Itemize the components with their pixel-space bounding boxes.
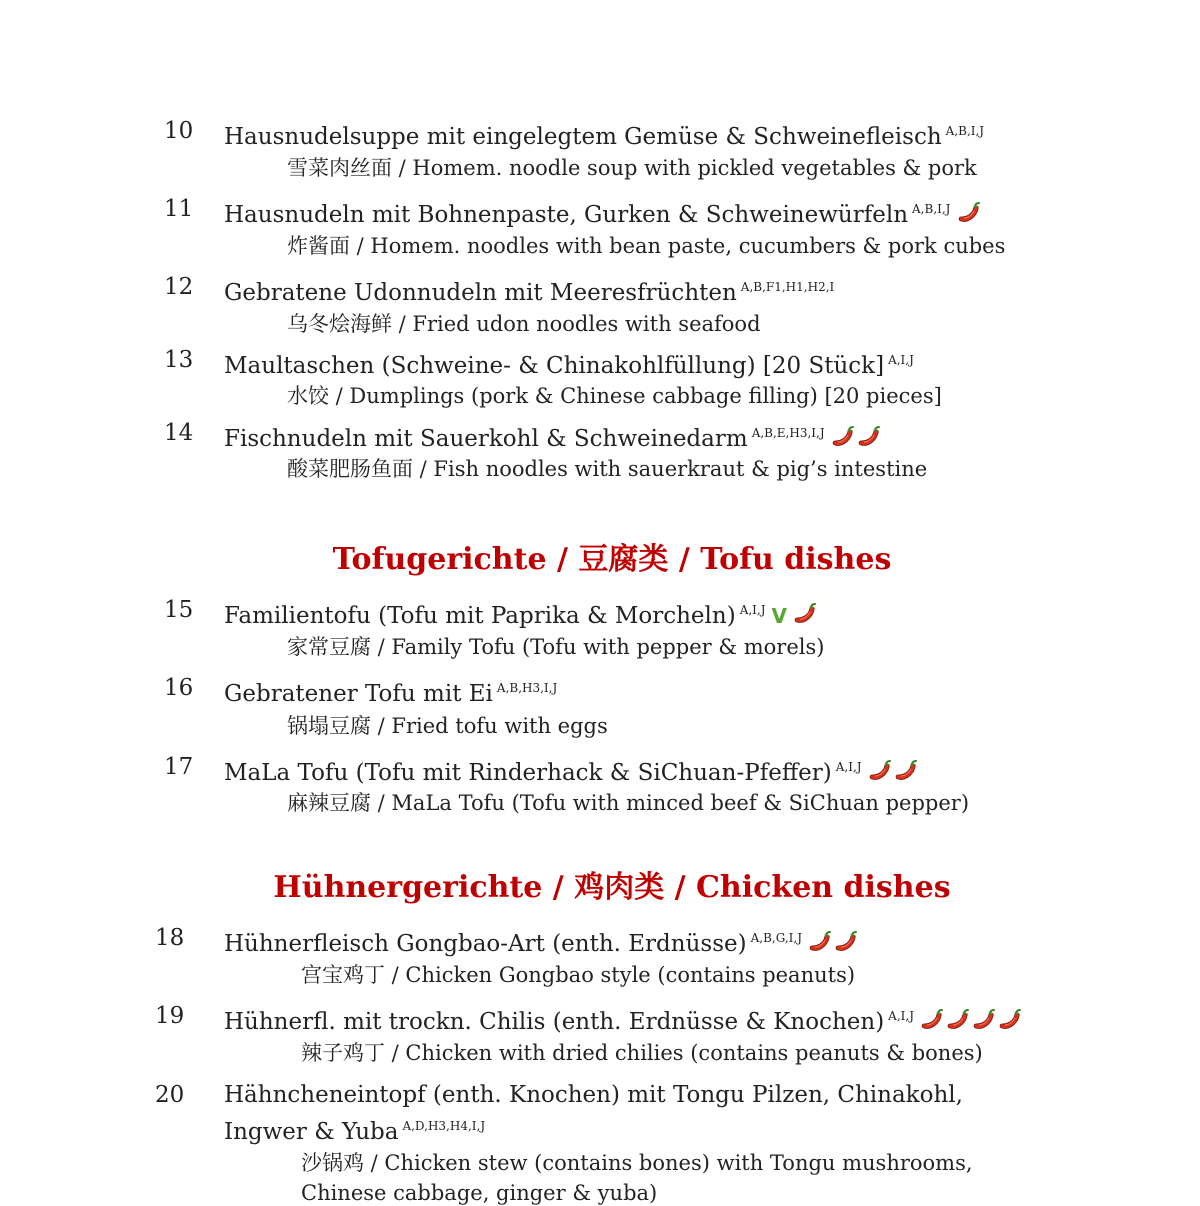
item-number: 13 <box>164 347 194 373</box>
spice-level <box>793 602 819 633</box>
section-heading-tofu: Tofugerichte / 豆腐类 / Tofu dishes <box>332 542 892 577</box>
item-number: 14 <box>164 420 194 446</box>
item-name-cn-en: 辣子鸡丁 / Chicken with dried chilies (contains peanuts & bones) <box>301 1041 983 1065</box>
item-name-de: Maultaschen (Schweine- & Chinakohlfüllung) [20 Stück] $^{A,I,J}$ <box>224 353 914 379</box>
item-name-de: MaLa Tofu (Tofu mit Rinderhack & SiChuan-Pfeffer) $^{A,I,J}$ <box>224 753 920 790</box>
item-number: 20 <box>155 1082 185 1108</box>
allergen-codes: A,B,H3,I,J <box>496 681 558 695</box>
allergen-codes: A,I,J <box>888 1009 915 1023</box>
item-name-cn-en: 乌冬烩海鲜 / Fried udon noodles with seafood <box>287 312 761 336</box>
allergen-codes: A,B,I,J <box>912 202 951 216</box>
allergen-codes: A,B,F1,H1,H2,I <box>740 280 835 294</box>
chili-pepper-icon <box>894 759 920 783</box>
chili-pepper-icon <box>957 201 983 225</box>
item-name-de: Hausnudeln mit Bohnenpaste, Gurken & Schweinewürfeln $^{A,B,I,J}$ <box>224 195 983 232</box>
spice-level <box>957 201 983 232</box>
item-name-de: Gebratener Tofu mit Ei $^{A,B,H3,I,J}$ <box>224 681 558 707</box>
allergen-codes: A,I,J <box>835 760 862 774</box>
item-name-cn-en: 水饺 / Dumplings (pork & Chinese cabbage filling) [20 pieces] <box>287 384 942 408</box>
item-name-de: Fischnudeln mit Sauerkohl & Schweinedarm $^{A,B,E,H3,I,J}$ <box>224 419 883 456</box>
item-name-cn-en: 家常豆腐 / Family Tofu (Tofu with pepper & morels) <box>287 635 825 659</box>
chili-pepper-icon <box>972 1008 998 1032</box>
chili-pepper-icon <box>793 602 819 626</box>
chili-pepper-icon <box>831 425 857 449</box>
item-name-de: Hühnerfl. mit trockn. Chilis (enth. Erdnüsse & Knochen) $^{A,I,J}$ <box>224 1002 1024 1039</box>
allergen-codes: A,B,I,J <box>945 124 985 138</box>
item-name-cn-en: 沙锅鸡 / Chicken stew (contains bones) with Tongu mushrooms, <box>301 1151 973 1175</box>
section-heading-chicken: Hühnergerichte / 鸡肉类 / Chicken dishes <box>273 870 951 905</box>
item-name-cn-en-continued: Chinese cabbage, ginger & yuba) <box>301 1181 658 1205</box>
item-name-de: Gebratene Udonnudeln mit Meeresfrüchten $^{A,B,F1,H1,H2,I}$ <box>224 280 835 306</box>
item-number: 10 <box>164 118 194 144</box>
item-name-de: Hähncheneintopf (enth. Knochen) mit Tongu Pilzen, Chinakohl, <box>224 1082 963 1108</box>
allergen-codes: A,B,E,H3,I,J <box>751 426 825 440</box>
item-name-de-continued: Ingwer & Yuba $^{A,D,H3,H4,I,J}$ <box>224 1119 486 1145</box>
vegetarian-badge: V <box>771 604 788 628</box>
allergen-codes: A,I,J <box>739 603 766 617</box>
item-name-cn-en: 麻辣豆腐 / MaLa Tofu (Tofu with minced beef & SiChuan pepper) <box>287 791 970 815</box>
chili-pepper-icon <box>868 759 894 783</box>
item-number: 15 <box>164 597 194 623</box>
chili-pepper-icon <box>857 425 883 449</box>
item-name-cn-en: 酸菜肥肠鱼面 / Fish noodles with sauerkraut & pig’s intestine <box>287 457 928 481</box>
item-name-cn-en: 宫宝鸡丁 / Chicken Gongbao style (contains peanuts) <box>301 963 856 987</box>
item-number: 19 <box>155 1003 185 1029</box>
allergen-codes: A,I,J <box>888 353 914 367</box>
item-name-cn-en: 雪菜肉丝面 / Homem. noodle soup with pickled vegetables & pork <box>287 156 977 180</box>
chili-pepper-icon <box>834 930 860 954</box>
spice-level <box>920 1008 1024 1039</box>
chili-pepper-icon <box>946 1008 972 1032</box>
item-name-de: Hühnerfleisch Gongbao-Art (enth. Erdnüsse) $^{A,B,G,I,J}$ <box>224 924 860 961</box>
item-name-cn-en: 炸酱面 / Homem. noodles with bean paste, cucumbers & pork cubes <box>287 234 1006 258</box>
item-name-cn-en: 锅塌豆腐 / Fried tofu with eggs <box>287 714 608 738</box>
allergen-codes: A,D,H3,H4,I,J <box>402 1119 486 1133</box>
chili-pepper-icon <box>808 930 834 954</box>
item-number: 17 <box>164 754 194 780</box>
chili-pepper-icon <box>998 1008 1024 1032</box>
spice-level <box>868 759 920 790</box>
item-number: 18 <box>155 925 185 951</box>
item-number: 12 <box>164 274 194 300</box>
spice-level <box>808 930 860 961</box>
item-name-de: Hausnudelsuppe mit eingelegtem Gemüse & Schweinefleisch $^{A,B,I,J}$ <box>224 124 985 150</box>
item-name-de: Familientofu (Tofu mit Paprika & Morcheln) $^{A,I,J}$ V <box>224 596 819 633</box>
item-number: 16 <box>164 675 194 701</box>
item-number: 11 <box>164 196 194 222</box>
spice-level <box>831 425 883 456</box>
allergen-codes: A,B,G,I,J <box>750 931 803 945</box>
chili-pepper-icon <box>920 1008 946 1032</box>
